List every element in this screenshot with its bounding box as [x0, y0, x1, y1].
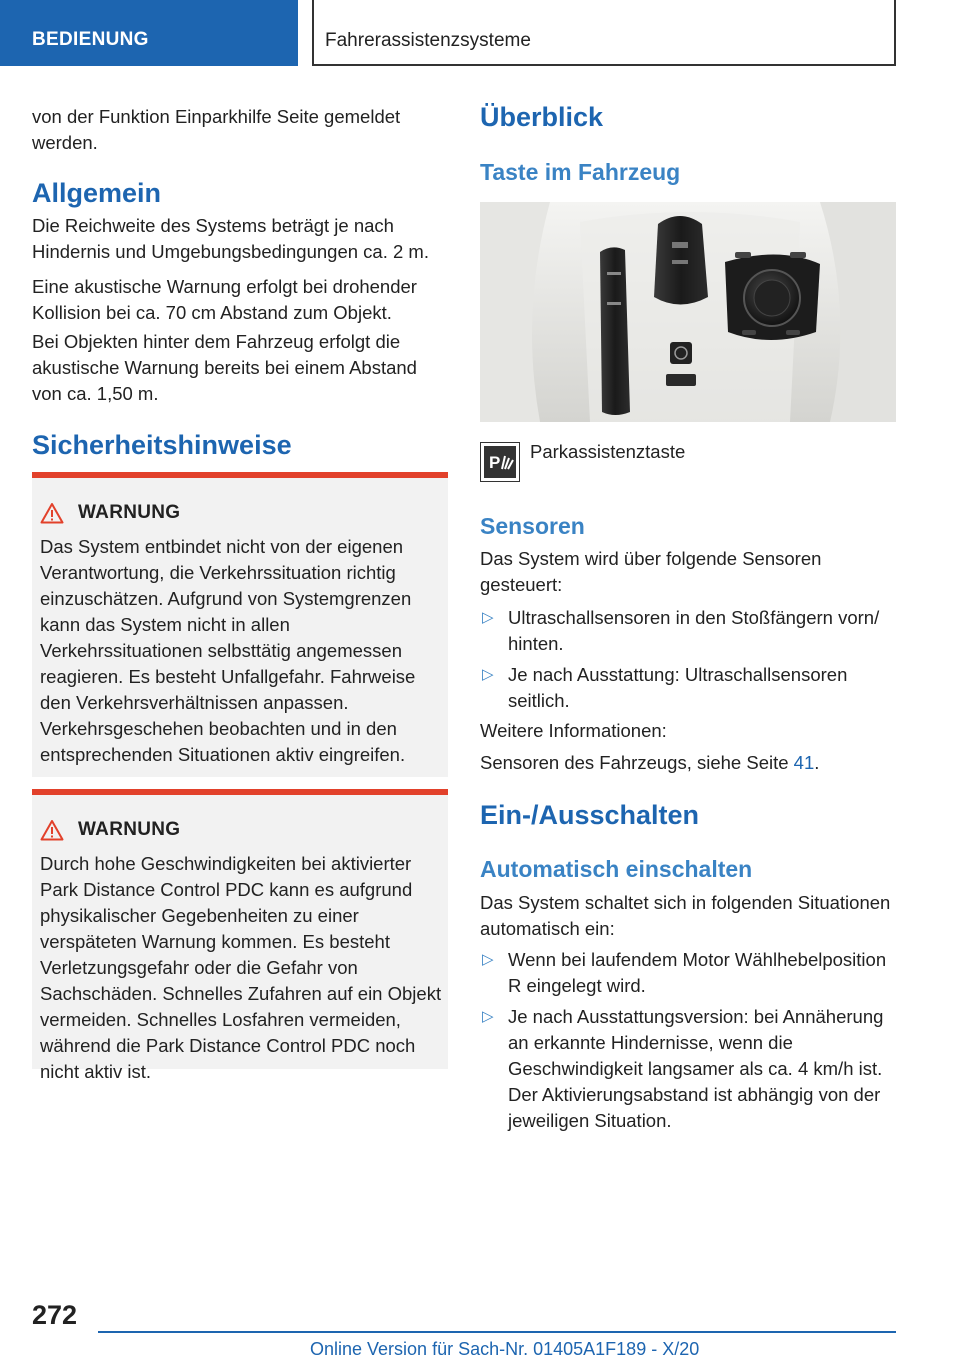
sensors-item-2: Je nach Ausstattung: Ultraschallsensoren seitlich. [508, 664, 848, 711]
sensors-subheading: Sensoren [480, 513, 585, 539]
allgemein-paragraph-1: Die Reichweite des Systems beträgt je nach Hindernis und Umgebungsbedingungen ca. 2 m. [32, 215, 429, 262]
footer-divider [98, 1331, 896, 1333]
online-version-label: Online Version für Sach-Nr. 01405A1F189 - X/20 [310, 1339, 700, 1359]
sensors-item-1: Ultraschallsensoren in den Stoßfängern vorn/ hinten. [508, 607, 880, 654]
header-chapter-label: Fahrerassistenzsysteme [325, 30, 531, 51]
center-console-illustration [480, 202, 896, 422]
allgemein-paragraph-2: Eine akustische Warnung erfolgt bei drohender Kollision bei ca. 70 cm Abstand zum Objekt. [32, 276, 417, 323]
warning-triangle-icon [40, 819, 64, 841]
warning-label-1: WARNUNG [78, 502, 181, 523]
sensor-reference-page-link[interactable]: 41 [793, 752, 815, 773]
allgemein-heading: Allgemein [32, 178, 162, 208]
warning-text-1: Das System entbindet nicht von der eigenen Verantwortung, die Verkehrssituation richtig einzuschätzen. Aufgrund von Systemgrenzen kann das System nicht in allen Verkehrssituationen selbsttätig angemessen reagieren. Es besteht Unfallgefahr. Fahrweise den Verkehrsverhältnissen anpassen. Verkehrsgeschehen beobachten und in den entsprechenden Situationen aktiv eingreifen. [40, 536, 416, 765]
bullet-triangle-icon: ▷ [482, 951, 494, 968]
list-item [480, 1004, 896, 1134]
page-number: 272 [32, 1300, 78, 1330]
auto-intro: Das System schaltet sich in folgenden Situationen automatisch ein: [480, 892, 891, 939]
header-chapter-box [312, 0, 896, 66]
overview-heading: Überblick [480, 102, 604, 132]
warning-text-2: Durch hohe Geschwindigkeiten bei aktivierter Park Distance Control PDC kann es aufgrund physikalischer Gegebenheiten zu einer verspäteten Warnung kommen. Es besteht Verletzungsgefahr oder die Gefahr von Sachschäden. Schnelles Zufahren auf ein Objekt vermeiden. Schnelles Losfahren vermeiden, während die Park Distance Control PDC noch nicht aktiv ist. [40, 853, 442, 1082]
onoff-heading: Ein-/Ausschalten [480, 800, 700, 830]
sensor-reference-end: . [814, 752, 820, 773]
warning-triangle-icon [40, 502, 64, 524]
sensor-reference-text: Sensoren des Fahrzeugs, siehe Seite [480, 752, 789, 773]
list-item [480, 605, 896, 657]
bullet-triangle-icon: ▷ [482, 1008, 494, 1025]
auto-subheading: Automatisch einschalten [480, 856, 753, 882]
warning-box-2 [32, 789, 448, 1082]
more-info-label: Weitere Informationen: [480, 720, 667, 741]
bullet-triangle-icon: ▷ [482, 609, 494, 626]
bullet-triangle-icon: ▷ [482, 666, 494, 683]
auto-item-1: Wenn bei laufendem Motor Wählhebelposition R eingelegt wird. [508, 949, 887, 996]
list-item [480, 947, 896, 999]
header-section-label: BEDIENUNG [32, 29, 149, 50]
button-subheading: Taste im Fahrzeug [480, 159, 681, 185]
list-item [480, 662, 896, 714]
intro-paragraph: von der Funktion Einparkhilfe Seite gemeldet werden. [32, 106, 401, 153]
header-section-tab [0, 0, 298, 66]
warning-header-2 [40, 817, 180, 843]
sensors-intro: Das System wird über folgende Sensoren gesteuert: [480, 548, 822, 595]
svg-text:P: P [489, 453, 501, 472]
sensor-reference [480, 750, 819, 776]
button-caption: Parkassistenztaste [530, 441, 686, 462]
warning-header-1 [40, 500, 180, 526]
warning-box-1 [32, 472, 448, 777]
center-console-photo [480, 202, 896, 422]
auto-item-2: Je nach Ausstattungsversion: bei Annäherung an erkannte Hindernisse, wenn die Geschwindigkeit langsamer als ca. 4 km/h ist. Der Aktivierungsabstand ist abhängig von der jeweiligen Situation. [508, 1006, 884, 1131]
allgemein-paragraph-3: Bei Objekten hinter dem Fahrzeug erfolgt die akustische Warnung bereits bei einem Abstand von ca. 1,50 m. [32, 331, 417, 404]
park-assist-button-icon [480, 442, 520, 482]
safety-heading: Sicherheitshinweise [32, 430, 292, 460]
warning-label-2: WARNUNG [78, 819, 181, 840]
